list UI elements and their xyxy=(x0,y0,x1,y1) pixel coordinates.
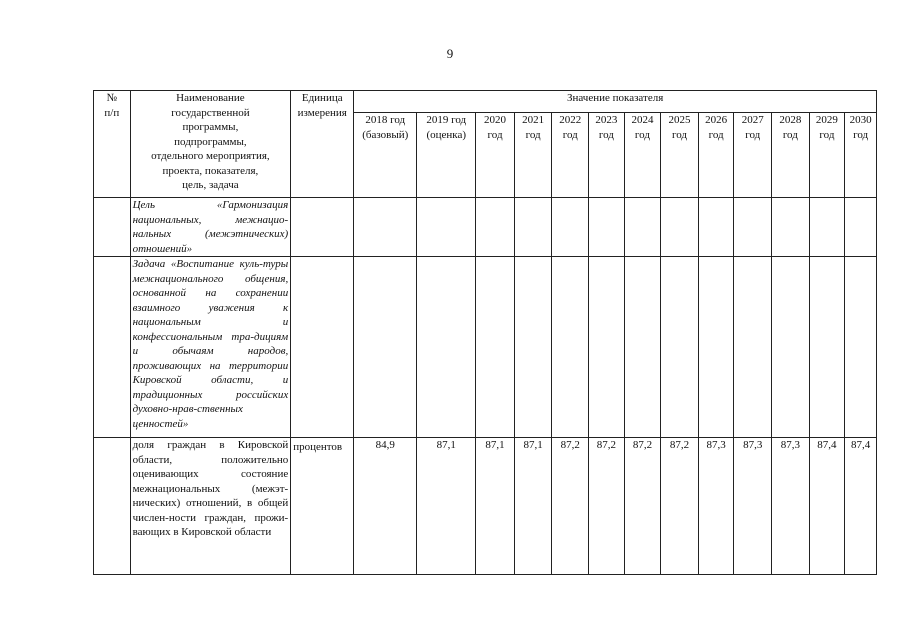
indicator-value-7: 87,2 xyxy=(661,438,699,575)
task-text: Задача «Воспитание куль-туры межнационального общения, основанной на сохранении взаимного уважения к национальным и конфессиональным тра-дициям и обычаям народов, проживающих на территории Кировской области, и традиционных российских духовно-нрав-ственных ценностей» xyxy=(130,257,291,438)
header-year-7: 2025 год xyxy=(661,113,699,198)
task-num-cell xyxy=(94,257,131,438)
indicator-value-11: 87,4 xyxy=(809,438,845,575)
task-value-cell-9 xyxy=(734,257,772,438)
task-value-cell-1 xyxy=(417,257,476,438)
header-year-0: 2018 год (базовый) xyxy=(354,113,417,198)
indicator-text: доля граждан в Кировской области, положительно оценивающих состояние межнациональных (межэт-нических) отношений, в общей числен-ности граждан, прожи-вающих в Кировской области xyxy=(130,438,291,575)
header-values-group: Значение показателя xyxy=(354,91,877,113)
goal-value-cell-5 xyxy=(589,198,625,257)
page-number: 9 xyxy=(446,46,454,61)
goal-value-cell-0 xyxy=(354,198,417,257)
header-year-3: 2021 год xyxy=(514,113,552,198)
task-value-cell-11 xyxy=(809,257,845,438)
header-year-8: 2026 год xyxy=(698,113,734,198)
indicator-value-3: 87,1 xyxy=(514,438,552,575)
indicator-unit: процентов xyxy=(291,438,354,575)
task-value-cell-5 xyxy=(589,257,625,438)
indicators-table xyxy=(93,90,877,575)
indicator-value-0: 84,9 xyxy=(354,438,417,575)
goal-row xyxy=(94,198,877,257)
indicator-num-cell xyxy=(94,438,131,575)
header-num: № п/п xyxy=(94,91,131,198)
goal-value-cell-7 xyxy=(661,198,699,257)
header-name: Наименование государственной программы, подпрограммы, отдельного мероприятия, проекта, показателя, цель, задача xyxy=(130,91,291,198)
goal-value-cell-10 xyxy=(772,198,810,257)
indicator-value-1: 87,1 xyxy=(417,438,476,575)
header-year-2: 2020 год xyxy=(476,113,515,198)
header-year-9: 2027 год xyxy=(734,113,772,198)
indicator-value-5: 87,2 xyxy=(589,438,625,575)
header-year-5: 2023 год xyxy=(589,113,625,198)
task-value-cell-8 xyxy=(698,257,734,438)
header-year-10: 2028 год xyxy=(772,113,810,198)
task-value-cell-4 xyxy=(552,257,589,438)
header-year-11: 2029 год xyxy=(809,113,845,198)
task-value-cell-7 xyxy=(661,257,699,438)
header-year-1: 2019 год (оценка) xyxy=(417,113,476,198)
goal-value-cell-12 xyxy=(845,198,877,257)
indicator-value-9: 87,3 xyxy=(734,438,772,575)
task-unit-cell xyxy=(291,257,354,438)
goal-unit-cell xyxy=(291,198,354,257)
indicator-row xyxy=(94,438,877,575)
indicator-value-12: 87,4 xyxy=(845,438,877,575)
task-value-cell-3 xyxy=(514,257,552,438)
task-value-cell-12 xyxy=(845,257,877,438)
indicator-value-4: 87,2 xyxy=(552,438,589,575)
goal-value-cell-9 xyxy=(734,198,772,257)
goal-text: Цель «Гармонизация национальных, межнацио-нальных (межэтнических) отношений» xyxy=(130,198,291,257)
goal-value-cell-1 xyxy=(417,198,476,257)
indicator-value-2: 87,1 xyxy=(476,438,515,575)
task-value-cell-10 xyxy=(772,257,810,438)
goal-value-cell-6 xyxy=(624,198,661,257)
header-unit: Единица измерения xyxy=(291,91,354,198)
header-year-4: 2022 год xyxy=(552,113,589,198)
goal-num-cell xyxy=(94,198,131,257)
goal-value-cell-3 xyxy=(514,198,552,257)
header-year-6: 2024 год xyxy=(624,113,661,198)
task-value-cell-0 xyxy=(354,257,417,438)
header-year-12: 2030 год xyxy=(845,113,877,198)
task-value-cell-2 xyxy=(476,257,515,438)
goal-value-cell-11 xyxy=(809,198,845,257)
goal-value-cell-4 xyxy=(552,198,589,257)
goal-value-cell-8 xyxy=(698,198,734,257)
goal-value-cell-2 xyxy=(476,198,515,257)
indicator-value-6: 87,2 xyxy=(624,438,661,575)
indicator-value-8: 87,3 xyxy=(698,438,734,575)
task-value-cell-6 xyxy=(624,257,661,438)
indicator-value-10: 87,3 xyxy=(772,438,810,575)
task-row xyxy=(94,257,877,438)
